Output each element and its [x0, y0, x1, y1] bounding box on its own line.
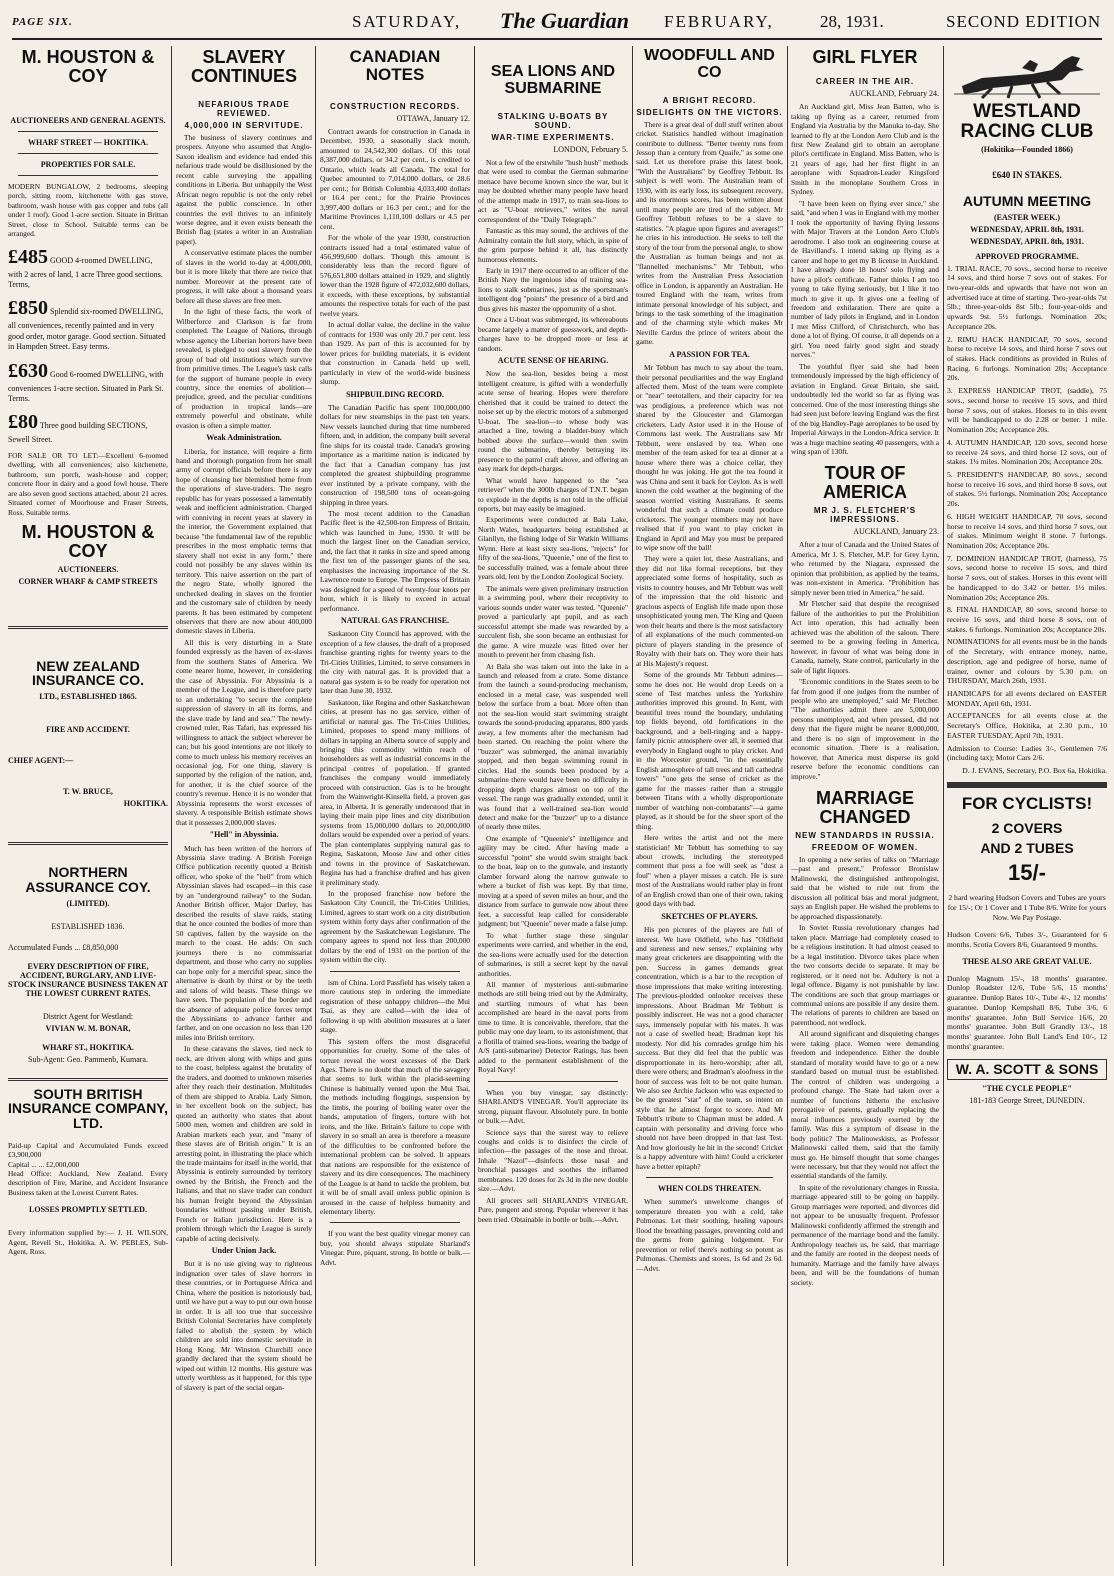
newspaper-title: The Guardian — [500, 8, 629, 33]
race-entry: 5. PRESIDENT'S HANDICAP, 80 sovs., second horse to receive 16 sovs, and third horse 8 sovs, out of stakes. 5½ furlongs. Nomination 20s; Acceptance 20s. — [947, 469, 1107, 509]
tyre-price-list: Dunlop Magnum 15/-, 18 months' guarantee. Dunlop Roadster 12/6, Tube 5/6, 15 months' guarantee. Dunlop Bates 10/-, Tube 4/-, 12 months' guarantee. Dunlop Kempshall 8/6, Tube 3/6, 6 months' guarantee. John Bull Service 16/6, 20 months' guarantee. John Bull Grandly 13/-, 18 months' guarantee. John Bull Land's End 10/-, 12 months' guarantee. — [947, 973, 1107, 1051]
properties-heading: PROPERTIES FOR SALE. — [40, 159, 136, 169]
price-80: £80 — [8, 411, 38, 434]
insurance-description: EVERY DESCRIPTION OF FIRE, ACCIDENT, BURGLARY, AND LIVE-STOCK INSURANCE BUSINESS TAKEN AT THE LOWEST CURRENT RATES. — [8, 961, 168, 998]
easter-week: (EASTER WEEK.) — [993, 212, 1061, 222]
slavery-headline: SLAVERY CONTINUES — [190, 47, 297, 86]
property-850-text: Splendid six-roomed DWELLING, all conveniences, recently painted and in very good order, motor garage. Good section. Situated in Hampden Street. Easy terms. — [8, 307, 166, 352]
dateline: AUCKLAND, February 24. — [849, 88, 939, 98]
meeting-date-1: WEDNESDAY, APRIL 8th, 1931. — [970, 224, 1084, 234]
capital: Capital ... ... £2,000,000 — [8, 1159, 80, 1169]
paragraph: Some of the grounds Mr Tebbutt admires—some he does not. He would drop Leeds on a scene of Test matches unless the Yorkshire authorities improved this ground. In Kent, with beautiful trees round the boundary, undulating top fields beyond, old fortifications in the background, and a bell-ringing and a happy-family picnic atmosphere over all, it seemed that everybody in England ought to play cricket. And in the Worcester ground, "in the essentially English atmosphere of tall trees and tall cathedral towers" "one gets the sense of cricket as the game for the masses rather than a struggle between Titans with a wholly disproportionate number of watching non-combatants"—a game played, as it should be for the sheer sport of the thing. — [636, 670, 783, 831]
marriage-headline: MARRIAGE CHANGED — [816, 788, 914, 828]
divider — [18, 131, 158, 132]
woodfull-article — [636, 120, 783, 1274]
offer-details: 2 hard wearing Hudson Covers and Tubes are yours for 15/-; Or 1 Cover and 1 Tube 8/6. Write for yours Now. We Pay Postage. — [947, 893, 1107, 922]
information-agents: Every information supplied by:— J. H. WILSON, Agent, Revell St., Hokitika. A. W. PEBLES, Sub-Agent, Ross. — [8, 1228, 168, 1257]
head-office: Head Office: Auckland, New Zealand. Every description of Fire, Marine, and Accident Insurance Business taken at the Lowest Current Rates. — [8, 1169, 168, 1197]
price-630: £630 — [8, 359, 48, 382]
section-heading: Weak Administration. — [206, 433, 282, 443]
column-rule — [787, 46, 788, 1566]
paragraph: All around significant and disquieting changes were taking place. Women were demanding freedom and independence. Either the double standard of morality would have to go or a new standard based on mutual trust be established. The control of children was undergoing a profound change. The State had taken over a number of functions hitherto the exclusive prerogative of parents, gradually replacing the moral influences previously exerted by the family. Was this a symptom of disease in the body politic? The Malinowskists, as Professor Malinowski called them, said that the family must go. He himself thought that some changes were necessary, but that they would not affect the essential standards of the family. — [791, 1029, 939, 1181]
race-entry: 8. FINAL HANDICAP, 80 sovs, second horse to receive 16 sovs, and third horse 8 sovs, out of stakes. 6 furlongs. Nomination 20s; Acceptance 20s. — [947, 605, 1107, 634]
paragraph: Now the sea-lion, besides being a most intelligent creature, is gifted with a wonderfully acute sense of hearing. Hopes were therefore cherished that it could be trained to detect the noise set up by the electric motors of a submerged U-boat. The sea-lion—to whose body was attached a line, towing a bladder-buoy which bobbed above the surface—would then swim round the submarine, thereby betraying its presence to the patrol craft above, and offering an easy mark for depth-charges. — [478, 369, 628, 474]
paragraph: All manner of mysterious anti-submarine methods are still being tried out by the Admiralty, and startling rumours of what has been accomplished are heard in the naval ports from time to time. It is conceivable, therefore, that the public may one day learn, to its astonishment, that a flotilla of trained sea-lions, wearing the badge of A/S (anti-submarine) Detector Ratings, has been added to the permanent establishment of the Royal Navy! — [478, 979, 628, 1075]
northern-limited: (LIMITED). — [66, 898, 110, 908]
girl-flyer-article — [791, 89, 939, 457]
paragraph: Saskatoon City Council has approved, with the exception of a few clauses, the draft of a proposed franchise granting rights for twenty years to the Tri-Cities Utilities, Limited, to serve consumers in the city with natural gas. It is provided that a natural gas system is to be ready for operation not later than June 30, 1932. — [320, 629, 470, 696]
south-british-heading: SOUTH BRITISH INSURANCE COMPANY, LTD. — [8, 1085, 168, 1131]
canadian-article — [320, 114, 470, 1268]
sea-lions-subhead: STALKING U-BOATS BY SOUND. — [497, 111, 609, 130]
club-founded: (Hokitika—Founded 1866) — [981, 144, 1073, 154]
property-80-text: Three good building SECTIONS, Sewell Street. — [8, 421, 148, 445]
price-485: £485 — [8, 245, 48, 268]
tour-america-subhead: MR J. S. FLETCHER'S IMPRESSIONS. — [813, 506, 917, 525]
paragraph: All this is very disturbing in a State founded expressly as the haven of ex-slaves from the southern States of America. We come nearer home, however, in considering the case of Abyssinia. For Abyssinia is a member of the League, and is therefore party to an undertaking "to secure the complete suppression of slavery in all its forms, and the slave trade by land and sea." The newly-crowned ruler, Ras Tafari, has expressed his willingness to attack the subject wherever he can; but his good intentions are not likely to come to much unless his memory receives an occasional jog. For one thing, slavery is supported by the religion of the nation, and, for another, it is the chief source of the country's revenue. Hence it is no wonder that Abyssinia represents the worst excesses of slavery. A responsible British estimate shows that it possesses 2,000,000 slaves. — [176, 637, 312, 827]
slavery-article — [176, 133, 312, 1392]
section-heading: SKETCHES OF PLAYERS. — [661, 911, 758, 921]
nzi-established: LTD., ESTABLISHED 1865. — [39, 692, 137, 702]
sea-lions-headline: SEA LIONS AND SUBMARINE — [490, 63, 616, 97]
secretary-signature: D. J. EVANS, Secretary, P.O. Box 6a, Hokitika. — [962, 766, 1107, 776]
paragraph: His pen pictures of the players are full of interest. We have Oldfield, who has "Oldfield and sureness and new senses," explaining why many great cricketers are disappointing with the pen. Success in games demands great concentration, which is a bar to the reception of those impressions that make writing interesting. The previous-plodded onlooker receives these impressions. About Bradman Mr Tebbutt is possibly indiscreet. He was not a good character says, immensely popular with his mates. It was not a case of swelled head; Bradman kept his modesty. Nor did his comrades grudge him his success. But they did feel that the public was disproportionate in its hero-worship; after all, there were others; and Bradman's aloofness in the hour of success was felt to be not quite human. We also see Archie Jackson who was expected to be the greatest "star" of the team, so intent on style that he almost forgot to score. And Mr Tebbutt's tribute to Chapman must be added. A captain with personality and driving force who should not have been dropped in that last Test. And how gloriously he hit in the second! Cricket is a happy adventure with him! Could a cricketer have a better epitaph? — [636, 925, 783, 1171]
fire-accident: FIRE AND ACCIDENT. — [46, 725, 130, 735]
marriage-subhead-2: FREEDOM OF WOMEN. — [811, 842, 919, 852]
paragraph: In Soviet Russia revolutionary changes had taken place. Marriage had completely ceased to be a religious institution. It had almost ceased to be a legal institution. Divorce takes place when the two consorts decide to separate. It may be registered, or it need not be. Adultery is not a legal offence. Bigamy is not punishable by law. The conditions are such that group marriages or communal unions are possible if any desire them. The relations of parents to children are based on parenthood, not wedlock. — [791, 923, 939, 1027]
column-4 — [478, 46, 628, 1566]
cycle-people: "THE CYCLE PEOPLE" — [982, 1083, 1072, 1093]
advertisement: If you want the best quality vinegar money can buy, you should always stipulate Sharland's Vinegar. Pure, piquant, strong. In bottle or bulk.—Advt. — [320, 1229, 470, 1267]
nominations-notice: NOMINATIONS for all events must be in the hands of the Secretary, with entrance money, name, description, age and pedigree of horse, name of trainer, owner and colours by 5.30 p.m. on THURSDAY, March 26th, 1931. — [947, 637, 1107, 686]
paragraph: Fantastic as this may sound, the archives of the Admiralty contain the full story, which, in spite of the grim purpose behind it all, has distinctly humorous elements. — [478, 226, 628, 264]
hudson-covers: Hudson Covers 6/6, Tubes 3/-, Guaranteed for 6 months. Scotia Covers 8/6, Guaranteed 9 months. — [947, 930, 1107, 949]
paragraph: The Canadian Pacific has spent 100,000,000 dollars for new steamships in the past ten years. New vessels launched during that time numbered fifteen, and, in addition, the company built several fine ships for its coastal trade. Canada's growing importance as a maritime nation is indicated by the fact that a Canadian company has just completed the greatest shipbuilding programme ever instituted by a private company, with the construction of 198,500 tons of ocean-going shipping in three years. — [320, 402, 470, 507]
property-630-text: Good 6-roomed DWELLING, with conveniences 1-acre section. Situated in Park St. Terms. — [8, 369, 164, 403]
paragraph: Once a U-boat was submerged, its whereabouts became largely a matter of guesswork, and depth-charges have to be dropped more or less at random. — [478, 315, 628, 353]
column-2 — [176, 46, 312, 1566]
paragraph: At Bala she was taken out into the lake in a launch and released from a crate. Some distance from the launch a sound-producing mechanism, enclosed in a metal case, was suspended well below the surface from a boat. More often than not the sea-lion would start swimming straight towards the sound-producing apparatus, 800 yards away, a few moments after the mechanism had been started. On reaching the point where the "buzzer" was submerged, the animal invariably stopped, and then began swimming round in circles. Had the sounds been produced by a submarine there would have been no difficulty in dropping depth charges almost on top of the vessel. The range was gradually extended, until it was found that a well-trained sea-lion would detect and make for the "buzzer" up to a distance of nearly three miles. — [478, 661, 628, 832]
section-heading: NATURAL GAS FRANCHISE. — [340, 616, 450, 626]
marriage-article — [791, 855, 939, 1287]
column-rule — [474, 46, 475, 1566]
woodfull-headline: WOODFULL AND CO — [644, 47, 775, 81]
paragraph: Mr Fletcher said that despite the recognised failure of the authorities to put the Prohibition Act into operation, this had actually been achieved was the abolition of the saloon. There seemed to be a growing feeling in America, however, in favour of what was being done in Canada, namely, State control, particularly in the sale of light liquors. — [791, 599, 939, 675]
girl-flyer-subhead: CAREER IN THE AIR. — [815, 76, 915, 86]
race-entry: 6. HIGH WEIGHT HANDICAP, 70 sovs, second horse to receive 14 sovs, and third horse 7 sovs, out of stakes. Minimum weight 8 stone. 7 furlongs. Nomination 20s; Acceptance 20s. — [947, 511, 1107, 550]
race-entry: 4. AUTUMN HANDICAP, 120 sovs, second horse to receive 24 sovs, and third horse 12 sovs, out of stakes. 1¼ miles. Nomination 20s; Acceptance 20s. — [947, 437, 1107, 467]
column-7 — [947, 46, 1107, 1566]
auctioneers-label: AUCTIONEERS AND GENERAL AGENTS. — [10, 115, 166, 125]
wharf-street: WHARF STREET — HOKITIKA. — [27, 137, 149, 147]
race-entry: 1. TRIAL RACE, 70 sovs., second horse to receive 14 sovs, and third horse 7 sovs out of stakes. For two-year-olds and upwards that have not won an advertised race at time of starting. Two-year-olds 7st 5lb.; three-year-olds 8st 5lb.; four-year-olds and upwards 9st. 5½ furlongs. Nomination 20s; Acceptance 20s. — [947, 263, 1107, 331]
scott-address: 181-183 George Street, DUNEDIN. — [969, 1095, 1085, 1105]
tour-america-headline: TOUR OF AMERICA — [823, 463, 907, 503]
paragraph: Early in 1917 there occurred to an officer of the British Navy the ingenious idea of training sea-lions to stalk submarines, just as the sportsman's intelligent dog "points" the presence of a bird and thus gives his master the opportunity of a shot. — [478, 265, 628, 313]
slavery-subhead-1: NEFARIOUS TRADE REVIEWED. — [198, 99, 290, 118]
houston-heading-2: M. HOUSTON & COY — [21, 522, 155, 561]
race-entry: 2. RIMU HACK HANDICAP, 70 sovs, second horse to receive 14 sovs, and third horse 7 sovs out of stakes. Hack conditions as provided in Rules of Racing. 6 furlongs. Nomination 20s; Acceptance 20s. — [947, 334, 1107, 383]
advertisement: All grocers sell SHARLAND'S VINEGAR. Pure, pungent and strong. Popular wherever it has been tried. Obtainable in bottle or bulk.—Advt. — [478, 1195, 628, 1224]
section-heading: "Hell" in Abyssinia. — [209, 830, 279, 840]
divider — [18, 175, 158, 176]
divider — [8, 626, 168, 629]
paragraph: This system offers the most disgraceful opportunities for cruelty. Some of the tales of torture reveal the worst excesses of the Dark Ages. There is no doubt that much of the savagery that seems to lurk within the placid-seeming Chinese is habitually vented upon the Mui Tsai, the methods including floggings, suspension by the limbs, the pouring of boiling water over the hands, amputation of fingers, torture with hot irons, and the like. Britain's failure to cope with slavery in so small an area is therefore a measure of the difficulties to be confronted before the international problem can be solved. It appears that nations are responsible for the existence of slavery and its dire consequences. The machinery of the League is at hand to tackle the problem, but it will be of small avail unless public opinion is aroused in the cause of helpless humanity and elementary liberty. — [320, 1036, 470, 1217]
dateline: LONDON, February 5. — [553, 144, 628, 154]
column-rule — [315, 46, 316, 1566]
great-value-heading: THESE ALSO ARE GREAT VALUE. — [962, 957, 1092, 967]
masthead-date: 28, 1931. — [820, 12, 884, 31]
section-heading: Under Union Jack. — [211, 1246, 277, 1256]
paragraph: ism of China. Lord Passfield has wisely taken a more cautious step in ordering the immediate registration of these unhappy children—the Mui Tsai, as they are called—with the idea of following it up with abolition measures at a later stage. — [320, 977, 470, 1035]
for-sale-notice: FOR SALE OR TO LET:—Excellent 6-roomed dwelling, with all conveniences; also kitchenette, bathroom, sun porch, wash-house and copper; concrete floor in dairy and a good fowl house. There are also seven good sections attached, about 21 acres. Situated corner of Moorhouse and Fraser Streets, Ross. Suitable terms. — [8, 450, 168, 517]
northern-established: ESTABLISHED 1836. — [51, 921, 125, 931]
property-80 — [8, 409, 168, 445]
column-1 — [8, 46, 168, 1566]
paragraph: But it is no use giving way to righteous indignation over tales of slave horrors in these countries, or in Portuguese Africa and China, where the position is notoriously bad, until we have put a way to put our own house in order. It is all too true that successive British Colonial Secretaries have completely failed to abolish the system by which children are sold into domestic servitude in Hong Kong. Mr Winston Churchill once grandly declared that the system should be wiped out within 12 months. His gesture was utterly worthless as it happened, for this type of slavery is part of the social organ- — [176, 1259, 312, 1392]
advertisement: When summer's unwelcome changes of temperature threaten you with a cold, take Pulmonas. Let their soothing, healing vapours flood the breathing passages, preventing cold and the germs from gaining lodgement. For prevention or relief there's nothing so potent as Pulmonas. Chemists and stores, 1s 6d and 2s 6d.—Advt. — [636, 1197, 783, 1273]
nzi-heading: NEW ZEALAND INSURANCE CO. — [31, 657, 144, 689]
column-6 — [791, 46, 939, 1566]
scott-sons-heading: W. A. SCOTT & SONS — [947, 1059, 1107, 1080]
section-heading: ACUTE SENSE OF HEARING. — [497, 356, 609, 366]
column-rule — [632, 46, 633, 1566]
canadian-subhead: CONSTRUCTION RECORDS. — [330, 101, 460, 111]
paragraph: The youthful flyer said she had been tremendously impressed by the high efficiency of aviation in England. Great Britain, she said, undoubtedly led the world so far as flying was concerned. One of the most interesting things she had seen just before leaving England was the first of the big Handley-Page aeroplanes to be used by Imperial Airways in the London-Africa service. It was a huge machine seating 40 passengers, with a wing span of 130ft. — [791, 361, 939, 456]
accumulated-funds: Accumulated Funds ... £8,850,000 — [8, 942, 119, 952]
chief-agent: CHIEF AGENT:— — [8, 756, 74, 766]
paragraph: The business of slavery continues and prospers. Anyone who assumed that Anglo-Saxon idealism and evidence had ended this nefarious trade would be disillusioned by the recent cable surveying the appalling conditions in Liberia. But unhappily the West African negro republic is not the only rebel against the public conscience. In other countries the evil thrives to an infinitely worse degree, and it even exists beneath the British flag (states a writer in an Australian paper). — [176, 132, 312, 246]
paragraph: There is a great deal of dull stuff written about cricket. Statistics handled without imagination contribute to dullness. "Better twenty runs from Jessop than a century from Quaife," as some one said. Let us therefore praise this latest book, "With the Australians" by Geoffrey Tebbutt. Its subject is well worn. The Australian team of 1930, with its early loss, its subsequent recovery, and its enormous scores, has been written about until many people are tired of the subject. Mr Geoffrey Tebbutt refuses to be a slave to statistics. "A plague upon figures and averages!" he cries in his introduction. He seeks to tell the story of the tour from the personal angle, to show the Australian as human beings and not as "flannelled mechanisms." Mr Tebbutt, who writes from the Australian Press Association office in London, is apparently an Australian. He toured England with the team, writes from intimate personal knowledge of his subject, and brings to the task something of the imagination and of the charming style which makes Mr Neville Cardus the prince of writers about the game. — [636, 119, 783, 347]
section-heading: SHIPBUILDING RECORD. — [346, 389, 444, 399]
column-5 — [636, 46, 783, 1566]
column-3 — [320, 46, 470, 1566]
property-850 — [8, 295, 168, 352]
paragraph: In spite of the revolutionary changes in Russia, marriage appeared still to be going on happily. Group marriages were reported, and divorces did not appear to be unusually frequent. Professor Malinowski confidently affirmed the strength and permanence of the marriage bond and the family. Anthropology teaches us, he said, that marriage and the family are rooted in the deepest needs of humanity. Marriage and the family have always been, and will be the foundations of human society. — [791, 1182, 939, 1287]
meeting-date-2: WEDNESDAY, APRIL 8th, 1931. — [970, 236, 1084, 246]
stakes-total: £640 IN STAKES. — [992, 169, 1062, 180]
paragraph: Experiments were conducted at Bala Lake, North Wales, headquarters being established at Glanllyn, the fishing lodge of Sir Watkin Williams Wynn. Here at least sixty sea-lions, "rejects" for fifty of the sea-lions, "Queenie," one of the first to be successfully trained, was a female about three years old, lent by the London Zoological Society. — [478, 515, 628, 582]
section-heading: A PASSION FOR TEA. — [669, 349, 750, 359]
property-modern: MODERN BUNGALOW, 2 bedrooms, sleeping porch, sitting room, kitchenette with gas stove, bathroom, wash house with gas copper and tubs (all under 1 roof). Good 1-acre section. Situate in Brittan Street, close to School. Suitable terms can be arranged. — [8, 181, 168, 239]
masthead — [12, 8, 1102, 40]
girl-flyer-headline: GIRL FLYER — [812, 47, 918, 67]
decorative-banner — [947, 782, 1107, 788]
woodfull-subhead-2: SIDELIGHTS ON THE VICTORS. — [636, 107, 783, 117]
divider — [330, 971, 460, 972]
cyclists-headline: FOR CYCLISTS! — [961, 793, 1093, 813]
woodfull-subhead: A BRIGHT RECORD. — [662, 95, 757, 105]
sea-lions-subhead-2: WAR-TIME EXPERIMENTS. — [491, 132, 615, 142]
paragraph: Here writes the artist and not the mere statistician! Mr Tebbutt has something to say about crowds, including the stereotyped comment that poss a foe will seek as "dust a foul" when a player misses a catch. He is sure most of the Australians would rather play in front of an English crowd than one of their own, taking good days with bad. — [636, 833, 783, 909]
sea-lions-article — [478, 145, 628, 1225]
property-485 — [8, 244, 168, 291]
paragraph: The animals were given preliminary instruction in a swimming pool, where their receptivity to various sounds under water was tested. "Queenie" proved a particularly apt pupil, and as each successful attempt she made was rewarded by a succulent fish, she soon became an enthusiast for the game. A wire muzzle was fitted over her mouth to prevent her from chasing fish. — [478, 583, 628, 660]
racehorse-icon — [952, 48, 1102, 100]
paid-up-capital: Paid-up Capital and Accumulated Funds exceed £3,900,000 — [8, 1140, 168, 1160]
paragraph: For the whole of the year 1930, construction contracts issued had a total estimated value of 456,999,600 dollars. Though this amount is considerably less than the record figure of 576,651,800 dollars attained in 1929, and slightly lower than the 1928 figure of 472,032,600 dollars, it exceeds, with these exceptions, by substantial amounts the respective totals for each of the past twelve years. — [320, 233, 470, 318]
masthead-month: FEBRUARY, — [664, 12, 774, 31]
race-entry: 3. EXPRESS HANDICAP TROT, (saddle), 75 sovs., second horse to receive 15 sovs, and third horse 7 sovs, out of stakes. Horses to in this event will be handicapped to do 2.28 or better. 1 mile. Nomination 20s; Acceptance 20s. — [947, 386, 1107, 435]
paragraph: The most recent addition to the Canadian Pacific fleet is the 42,500-ton Empress of Britain, which was launched in June, 1930. It will be much the largest liner on the Canadian service, and, the fact that it ranks in size and speed among the first ten of the passenger giants of the sea, emphasises the increasing importance of the St. Lawrence route to Europe. The Empress of Britain was designed for a speed of twenty-four knots per hour, which it is likely to exceed in actual performance. — [320, 508, 470, 613]
admission-notice: Admission to Course: Ladies 3/-, Gentlemen 7/6 (including tax); Motor Cars 2/6. — [947, 743, 1107, 763]
autumn-meeting: AUTUMN MEETING — [962, 192, 1092, 209]
property-630 — [8, 358, 168, 405]
divider — [8, 1078, 168, 1081]
divider — [488, 1081, 618, 1082]
racing-club-title: WESTLAND RACING CLUB — [960, 101, 1094, 142]
paragraph: After a tour of Canada and the United States of America, Mr J. S. Fletcher, M.P. for Grey Lynn, who returned by the Niagara, expressed the opinion that prohibition, as applied by the teams, was non-existent in America. "Prohibition has simply never been tried in America," he said. — [791, 540, 939, 597]
advertisement: Science says that the surest way to relieve coughs and colds is to disinfect the circle of infection—the passages of the nose and throat. Inhale "Nazol"—disinfects those nasal and bronchial passages and soothes the inflamed membranes. 120 doses for 2s 3d in the new double size.—Advt. — [478, 1127, 628, 1194]
paragraph: In the proposed franchise now before the Saskatoon City Council, the Tri-Cities Utilities, Limited, agrees to start work on a city distribution system within forty days after confirmation of the agreement by the Saskatchewan Legislature. The company agrees to spend not less than 200,000 dollars by the end of 1931 on the portion of the system within the city. — [320, 889, 470, 965]
losses-settled: LOSSES PROMPTLY SETTLED. — [29, 1205, 147, 1215]
paragraph: In the light of these facts, the work of Wilberforce and Clarkson is far from completed. The League of Nations, through whose agency the Liberian horrors have been revealed, is pledged to oust slavery from the group of bad old institutions which survive from primitive times. The League's task calls for the support of humane people in every country, since the enemies of abolition—prejudice, greed, and the peculiar conditions of production in tropical lands—are extremely powerful and obstinate, while evasion is often a simple matter. — [176, 307, 312, 430]
slavery-subhead-2: 4,000,000 IN SERVITUDE. — [184, 120, 304, 130]
paragraph: To what further stage these singular experiments were carried, and whether in the end, the sea-lions were actually used for the detection of submarines, is still a secret kept by the naval authorities. — [478, 930, 628, 978]
marriage-subhead: NEW STANDARDS IN RUSSIA. — [795, 830, 935, 840]
paragraph: Not a few of the erstwhile "hush hush" methods that were used to combat the German submarine menace have become known since the war, but it may be doubted whether many people have heard of the attempt made in 1917, to train sea-lions to act as "U-boat retrievers," writes the naval correspondent of the "Daily Telegraph." — [478, 157, 628, 224]
sub-agent: Sub-Agent: Geo. Pammenb, Kumara. — [28, 1054, 148, 1064]
advertisement: When you buy vinegar, say distinctly: SHARLAND'S VINEGAR. You'll appreciate its strong, piquant flavour. Absolutely pure. In bottle or bulk.—Advt. — [478, 1087, 628, 1126]
paragraph: Liberia, for instance, will require a firm hand and thorough purgation from her small army of corrupt officials before there is any hope of cleansing her blemished home from the operations of slave-traders. The negro republic has for years possessed a lamentably weak and inefficient administration. Charged with conniving in recent years at slavery in the interior, the Government explained that because "the fundamental law of the republic prescribes in the most emphatic terms that slavery shall not exist in any form," there could not possibly be any slaves within its territory. This naive assertion on the part of the negro State, wholly ignored the unchecked dealing in slaves on the frontier and the customary sale of children by needy parents. It has been estimated by competent observers that there are now about 400,000 domestic slaves in Liberia. — [176, 446, 312, 636]
district-agent: District Agent for Westland: — [42, 1011, 134, 1021]
paragraph: What would have happened to the "sea retriever" when the 300lb charges of T.N.T. began to explode in the depths is not told in the official reports, but may easily be imagined. — [478, 475, 628, 513]
divider — [646, 1177, 773, 1178]
canadian-notes-headline: CANADIAN NOTES — [349, 47, 441, 84]
auctioneers-label-2: AUCTIONEERS. — [57, 564, 119, 574]
section-heading: WHEN COLDS THREATEN. — [657, 1184, 762, 1194]
race-programme — [947, 264, 1107, 776]
agent-bruce: T. W. BRUCE, — [63, 787, 113, 797]
paragraph: Much has been written of the horrors of Abyssinia slave trading. A British Foreign Office publication recently quoted a British officer, who spoke of the "hell" from which Abyssinian slaves had escaped—in this case by an "underground railway" to the Sudan. Another British officer, Major Darley, has described the results of slave raids, stating that he once counted the bodies of more than 50 captives, fallen by the wayside on the march to the coast. He adds: On such journeys there is no commissariat department, and those who carry no supplies can hope only for a merciful spear, since the alternative is death by thirst or by the teeth and talons of wild beasts. These things we have seen. The population of the border and the absence of adequate police forces tempt the Abyssinians to advance farther and farther, and on one occasion no less than 120 miles into British territory. — [176, 843, 312, 1042]
edition-label: SECOND EDITION — [946, 12, 1102, 31]
page-number: PAGE SIX. — [12, 16, 73, 28]
paragraph: In these caravans the slaves, tied neck to neck, are driven along with whips and guns to the coast, helpless against the brutality of the traders, and doomed to unknown miseries after they reach their destination. Multitudes of them are shipped to Arabia. Lady Simon, in her excellent book on the subject, has quoted an authority who states that about 5000 men, women and children are sold in Arabian markets each year, and "many of these slaves are of British origin." It is an arresting point, in illustrating the place which the trade maintains for itself in the world, that Abyssinia is entirely surrounded by territory owned by the British, the French and the Italians, and that no slave trader can conduct his human freight beyond the Abyssinian boundaries without passing under British, French or Italian jurisdiction. Here is a problem through which the League is surely capable of acting decisively. — [176, 1044, 312, 1243]
column-rule — [171, 46, 172, 1566]
offer-price: 15/- — [1008, 859, 1046, 885]
paragraph: Mr Tebbutt has much to say about the team, their personal peculiarities and the way England affected them. Most of the team were complete or "near" teetotallers, and their capacity for tea was prodigious, a preference which was not shared by the Gloucester and Glamorgan cricketers. Lady Astor used it in the House of Commons last week. The Australians saw Mr Tebbutt, were enslaved by tea. When one member of the team asked for tea at dinner at a house where there was a choice cellar, they thought he was joking. He got the tea found it was China and sent it back for Ceylon. As is well known the cold weather at the beginning of the season worried visiting Australians. It seems wonderful that such a climate could produce cricketers. The younger members may not have realised that if you want to play cricket in England in April and May you must be prepared to wipe snow off the ball! — [636, 363, 783, 552]
paragraph: Saskatoon, like Regina and other Saskatchewan cities, at present has no gas service, either of artificial or natural gas. The Tri-Cities Utilities, Limited, proposes to spend many millions of dollars in tapping an Alberta source of supply and bringing this commodity within reach of householders as well as industrial concerns in the principal centres of population. If granted franchises the company would immediately proceed with construction. Gas is to be brought from the Wainwright-Kinsella field, a proven gas area, in Alberta. It is generally understood that in laying their main pipe lines and city distribution systems from 15,000,000 dollars to 20,000,000 dollars would be expended over a period of years. The plan contemplates supplying natural gas to Regina, Saskatoon, Moose Jaw and other cities and towns in the province of Saskatchewan. Regina has had a franchise drafted and has given it preliminary study. — [320, 697, 470, 887]
property-485-text: GOOD 4-roomed DWELLING, with 2 acres of land, 1 acre Three good sections. Terms, — [8, 255, 163, 289]
price-850: £850 — [8, 297, 48, 320]
paragraph: "Economic conditions in the States seem to be far from good if one judges from the number of people who are unemployed," said Mr Fletcher. "The authorities admit there are 5,000,000 persons unemployed, and when pressed, did not deny that the figure might be nearer 8,000,000, and there is no sign of improvement in the economic situation. There is a realisation, however, that America must disperse its gold reserve before the economic conditions can improve." — [791, 677, 939, 781]
race-entry: 7. DOMINION HANDICAP TROT, (harness), 75 sovs, second horse to receive 15 sovs, and third horse 7 sovs, out of stakes. Horses in this event will be handicapped to do 3.42 or better. 1½ miles. Nomination 20s; Acceptance 20s. — [947, 553, 1107, 602]
paragraph: One example of "Queenie's" intelligence and agility may be cited. After having made a successful "point" she would swim straight back to the boat, leap on to the gunwale, and instantly clamber forward along the narrow gunwale to where a bucket of fish was kept. By that time, moving at a speed of seven miles an hour, and the distance from surface to gunwale now about three feet, a successful leap called for considerable judgment; but "Queenie" never made a false jump. — [478, 833, 628, 929]
paragraph: Contract awards for construction in Canada in December, 1930, a seasonally slack month, amounted to 24,542,300 dollars. Of this total 8,387,000 dollars, or 34.2 per cent., is credited to Ontario, which leads all Canada. The total for Quebec amounted to 7,014,000 dollars, or 28.6 per cent.; for British Columbia 4,033,400 dollars or 16.4 per cent.; for the Prairie Provinces 3,997,400 dollars or 16.3 per cent.; and for the Maritime Provinces 1,110,100 dollars or 4.5 per cent. — [320, 126, 470, 231]
northern-heading: NORTHERN ASSURANCE COY. — [25, 864, 151, 895]
agent-vivian: VIVIAN W. M. BONAR, — [45, 1023, 131, 1033]
paragraph: A conservative estimate places the number of slaves in the world to-day at 4,000,000, but it is more likely that there are twice that number. Moreover at the present rate of progress, it will take about a thousand years before all these slaves are free men. — [176, 248, 312, 305]
covers-offer: 2 COVERS — [991, 819, 1063, 836]
handicaps-notice: HANDICAPS for all events declared on EASTER MONDAY, April 6th, 1931. — [947, 689, 1107, 708]
divider — [8, 842, 168, 845]
hokitika-label: HOKITIKA. — [123, 799, 168, 809]
divider — [330, 1222, 460, 1223]
acceptances-notice: ACCEPTANCES for all events close at the Secretary's Office, Hokitika, at 2.30 p.m., 10 EASTER TUESDAY, April 7th, 1931. — [947, 711, 1107, 740]
houston-heading: M. HOUSTON & COY — [21, 47, 155, 86]
tour-america-article — [791, 527, 939, 781]
wharf-st: WHARF ST., HOKITIKA. — [42, 1042, 134, 1052]
corner-address: CORNER WHARF & CAMP STREETS — [18, 576, 158, 586]
paragraph: They were a quiet lot, these Australians, and they did not like formal receptions, but they appreciated some forms of hospitality, such as visits to country houses, and Mr Tebbutt was well of the impression that the old historic and gracious aspects of English life made upon those unsophisticated young men. The King and Queen won their hearts and there is the most satisfactory of all explanations of the much commented-on picture of players standing in the presence of Royalty with their hats on. They wore their hats at His Majesty's request. — [636, 554, 783, 668]
tubes-offer: AND 2 TUBES — [980, 839, 1074, 856]
paragraph: An Auckland girl, Miss Jean Batten, who is taking up flying as a career, returned from England via Australia by the Manuka to-day. She learned to fly at the London Aero Club and is the first New Zealand girl to obtain an aeroplane pilot's certificate in England. Miss Batten, who is 21 years of age, had her first flight in an aeroplane with Squadron-Leader Kingsford Smith in the monoplane Southern Cross in Sydney. — [791, 102, 939, 197]
programme-heading: APPROVED PROGRAMME. — [975, 251, 1079, 261]
dateline: OTTAWA, January 12. — [396, 113, 470, 123]
dateline: AUCKLAND, January 23. — [853, 527, 939, 537]
column-rule — [943, 46, 944, 1566]
paragraph: In actual dollar value, the decline in the value of contracts for 1930 was only 20.7 per cent. less than 1929. As part of this is accounted for by lower prices for building materials, it is evident that construction in Canada held up well, particularly in view of the world-wide business slump. — [320, 320, 470, 387]
paragraph: In opening a new series of talks on "Marriage—past and present," Professor Bronislaw Malinowski, the distinguished anthropologist, said that he wished to rule out from the discussion all political bias and moral judgment, says an English paper. He wished the problems to be approached dispassionately. — [791, 854, 939, 921]
masthead-day: SATURDAY, — [352, 12, 462, 31]
paragraph: "I have been keen on flying ever since," she said, "and when I was in England with my mother I took the opportunity of having flying lessons with Major Travers at the London Aero Club's aerodrome. I also took an engineering course at de Havilland's. I intend taking up flying as a career and hope to get my B license in Auckland. I have already done 18 hours' solo flying and have a pilot's certificate. Father thinks I am too young to take flying seriously, but I like it too much to give it up. It gives one a feeling of freedom and exhilaration. There are quite a number of lady pilots in England, and in London I met Miss Clifford, of Christchurch, who has done a lot of flying. Of course, it all depends on a girl. You need fairly good sight and steady nerves." — [791, 198, 939, 360]
divider — [18, 153, 158, 154]
